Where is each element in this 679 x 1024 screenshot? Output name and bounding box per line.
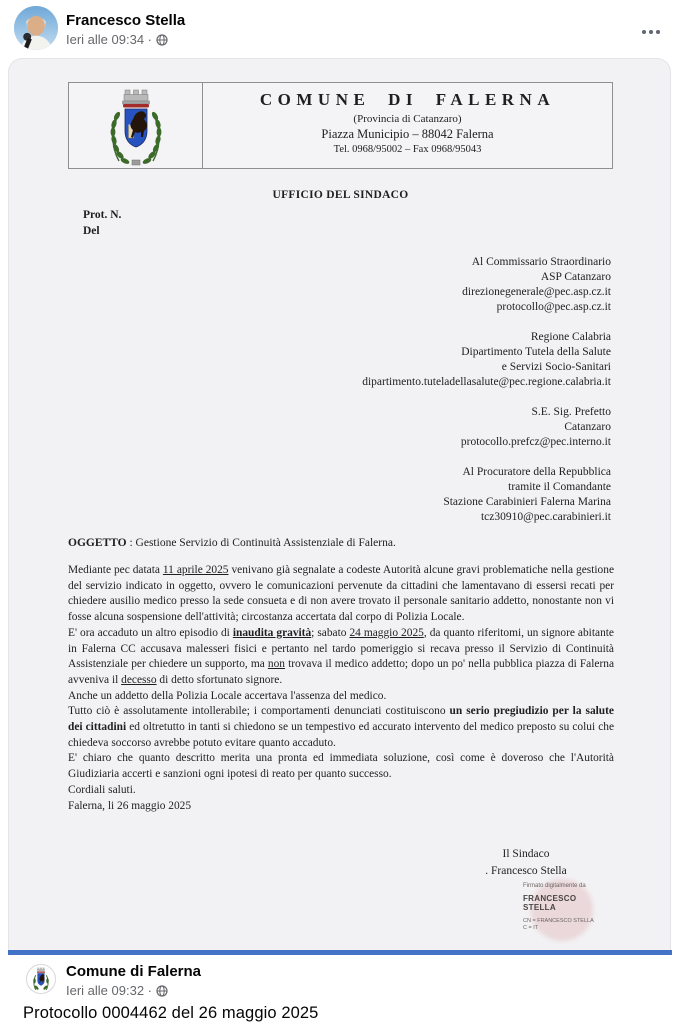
place-date-line: Falerna, li 26 maggio 2025: [68, 799, 192, 812]
profile-photo-icon: [14, 6, 58, 50]
globe-icon: [156, 34, 168, 46]
comune-crest-icon: [31, 966, 51, 992]
signer-name: . Francesco Stella: [485, 865, 567, 877]
paragraph: E' chiaro che quanto descritto merita una pronta ed immediata soluzione, così come è doveroso che l'Autorità Giudiziaria accerti e sanzioni ogni ipotesi di reato per quanto successo.: [68, 752, 614, 781]
stamp-name: FRANCESCO STELLA: [523, 894, 577, 912]
protocol-date-label: Del: [83, 225, 100, 237]
globe-icon: [156, 985, 168, 997]
post-author-name[interactable]: Francesco Stella: [66, 12, 186, 29]
ellipsis-icon: [641, 29, 661, 35]
protocol-block: [83, 207, 121, 239]
recipient-block: Al Procuratore della Repubblica tramite il Comandante Stazione Carabinieri Falerna Marina tcz30910@pec.carabinieri.it: [443, 466, 611, 523]
paragraph: Anche un addetto della Polizia Locale accertava l'assenza del medico.: [68, 689, 387, 702]
paragraph: Mediante pec datata 11 aprile 2025 venivano già segnalate a codeste Autorità alcune gravi problematiche nella gestione del servizio indicato in oggetto, ovvero le comunicazioni pervenute da cittadini che lamentavano di essersi recati per chiedere ausilio medico presso la sede consueta e di non avere trovato il personale sanitario addetto, nonostante non vi fosse alcuna sospensione dell'attività; circostanza accertata dal corpo di Polizia Locale.: [68, 564, 614, 624]
letterhead-title: COMUNE DI FALERNA: [259, 90, 556, 109]
post-timestamp[interactable]: Ieri alle 09:32 ·: [66, 983, 168, 998]
letterhead-address: Piazza Municipio – 88042 Falerna: [321, 127, 494, 141]
closing-salutation: Cordiali saluti.: [68, 783, 136, 796]
recipients-column: [362, 255, 611, 540]
letter-body: [68, 563, 614, 814]
post-timestamp[interactable]: Ieri alle 09:34 ·: [66, 32, 168, 48]
avatar[interactable]: [14, 6, 58, 50]
letterhead-province: (Provincia di Catanzaro): [353, 113, 462, 125]
letterhead: [68, 82, 613, 169]
paragraph: E' ora accaduto un altro episodio di inaudita gravità; sabato 24 maggio 2025, da quanto riferitomi, un signore abitante in Falerna CC accusava malesseri fisici e pertanto nel tardo pomeriggio si recava presso il Servizio di Continuità Assistenziale per chiedere un supporto, ma non trovava il medico addetto; dopo un po' nella pubblica piazza di Falerna avveniva il decesso di detto sfortunato signore.: [68, 626, 614, 686]
shared-post-header: [0, 955, 679, 1024]
post-menu-button[interactable]: [635, 20, 667, 44]
recipient-block: Al Commissario Straordinario ASP Catanzaro direzionegenerale@pec.asp.cz.it protocollo@pec.asp.cz.it: [462, 256, 611, 313]
paragraph: Tutto ciò è assolutamente intollerabile; i comportamenti denunciati costituiscono un serio pregiudizio per la salute dei cittadini ed oltretutto in tanti si chiedono se un tempestivo ed accurato intervento del medico preposto su colui che chiedeva soccorso avrebbe potuto evitare quanto accaduto.: [68, 705, 615, 749]
letterhead-phone: Tel. 0968/95002 – Fax 0968/95043: [333, 144, 482, 155]
stamp-intro: Firmato digitalmente da: [523, 883, 586, 889]
signature-block: [431, 846, 621, 880]
subject-line: OGGETTO : Gestione Servizio di Continuità Assistenziale di Falerna.: [68, 537, 396, 549]
post-message-text: Protocollo 0004462 del 26 maggio 2025: [23, 1004, 319, 1022]
avatar[interactable]: [26, 964, 56, 994]
recipient-block: S.E. Sig. Prefetto Catanzaro protocollo.prefcz@pec.interno.it: [460, 406, 611, 448]
post-author-name[interactable]: Comune di Falerna: [66, 963, 202, 980]
post-image-attachment[interactable]: [8, 58, 671, 950]
protocol-number-label: Prot. N.: [83, 209, 122, 221]
signer-role: Il Sindaco: [502, 848, 550, 860]
coat-of-arms-icon: [69, 83, 203, 168]
post-header: [0, 0, 679, 58]
recipient-block: Regione Calabria Dipartimento Tutela della Salute e Servizi Socio-Sanitari dipartimento.tuteladellasalute@pec.regione.calabria.it: [362, 331, 611, 388]
office-title: UFFICIO DEL SINDACO: [272, 189, 409, 201]
stamp-cn: CN = FRANCESCO STELLA C = IT: [523, 918, 594, 931]
digital-signature-stamp: [523, 883, 633, 931]
